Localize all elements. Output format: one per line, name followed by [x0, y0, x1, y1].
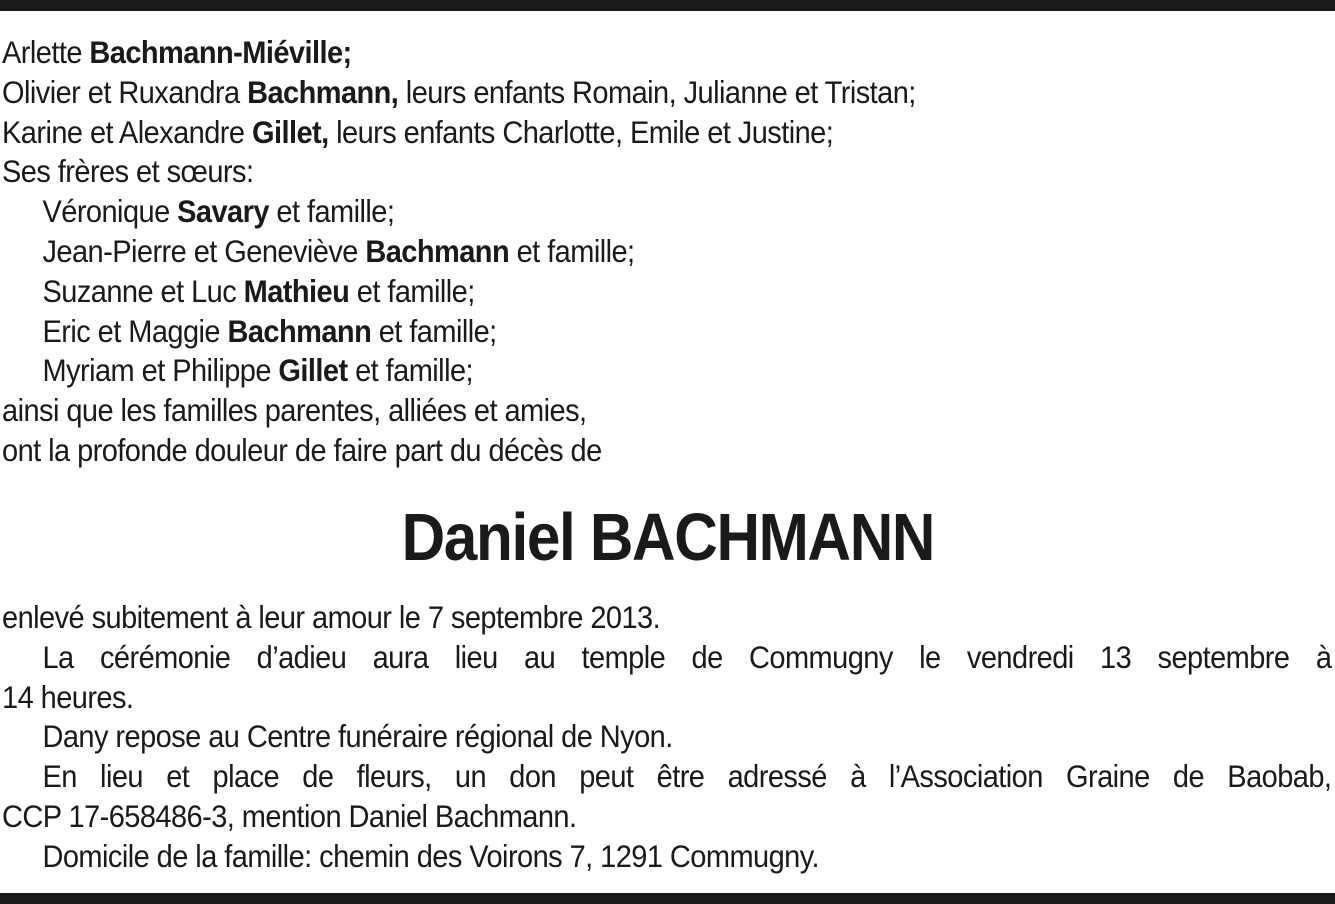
family-line: Olivier et Ruxandra Bachmann, leurs enfants Romain, Julianne et Tristan; — [2, 73, 916, 110]
surname: Mathieu — [243, 272, 350, 309]
sibling-line: Jean-Pierre et Geneviève Bachmann et famille; — [42, 232, 635, 269]
sibling-line: Eric et Maggie Bachmann et famille; — [42, 312, 497, 349]
deceased-name: Daniel BACHMANN — [401, 500, 934, 575]
ceremony-line: La cérémonie d’adieu aura lieu au temple de Commugny le vendredi 13 septembre à — [42, 638, 1332, 675]
family-line: Arlette Bachmann-Miéville; — [2, 34, 352, 70]
donation-line-continued: CCP 17-658486-3, mention Daniel Bachmann. — [2, 797, 577, 834]
bottom-rule — [0, 893, 1335, 904]
death-line: enlevé subitement à leur amour le 7 septembre 2013. — [2, 599, 661, 635]
siblings-heading: Ses frères et sœurs: — [2, 153, 254, 190]
rest-line: Dany repose au Centre funéraire régional de Nyon. — [42, 718, 673, 755]
domicile-line: Domicile de la famille: chemin des Voirons 7, 1291 Commugny. — [42, 837, 820, 874]
sibling-line: Véronique Savary et famille; — [42, 193, 395, 230]
sibling-line: Suzanne et Luc Mathieu et famille; — [42, 272, 475, 309]
sibling-line: Myriam et Philippe Gillet et famille; — [42, 352, 474, 389]
surname: Bachmann — [227, 312, 372, 349]
ceremony-line-continued: 14 heures. — [2, 678, 134, 715]
family-line: Karine et Alexandre Gillet, leurs enfants Charlotte, Emile et Justine; — [2, 113, 834, 150]
surname: Gillet — [278, 352, 348, 389]
details — [2, 598, 1331, 877]
surname: Bachmann-Miéville; — [89, 34, 352, 70]
surname: Bachmann — [365, 232, 510, 269]
donation-line: En lieu et place de fleurs, un don peut être adressé à l’Association Graine de Baobab, — [42, 758, 1332, 795]
relatives-line: ainsi que les familles parentes, alliées et amies, — [2, 392, 587, 429]
family-list — [2, 33, 1226, 471]
surname: Bachmann, — [247, 73, 399, 110]
surname: Savary — [177, 193, 269, 230]
announce-line: ont la profonde douleur de faire part du décès de — [2, 431, 602, 468]
surname: Gillet, — [251, 113, 329, 150]
top-rule — [0, 0, 1335, 11]
